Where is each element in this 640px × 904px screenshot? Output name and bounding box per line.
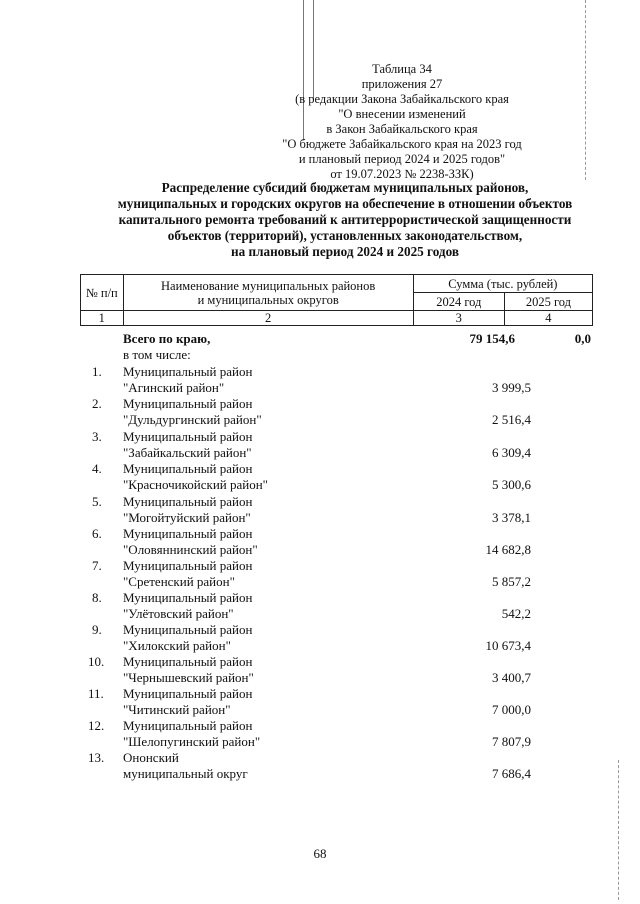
header-line: и плановый период 2024 и 2025 годов": [298, 152, 506, 166]
row-value-2024: 10 673,4: [485, 638, 531, 653]
row-value-2024: 542,2: [501, 606, 531, 621]
row-name-line2: "Забайкальский район": [123, 445, 252, 460]
row-name-line1: Муниципальный район: [123, 622, 253, 637]
total-label: Всего по краю,: [123, 331, 211, 346]
total-row: [80, 331, 593, 363]
col-2024-header: 2024 год: [413, 293, 504, 311]
row-name-line2: "Дульдургинский район": [123, 412, 262, 427]
scan-line: [585, 0, 586, 180]
col-2025-header: 2025 год: [504, 293, 592, 311]
row-num: 8.: [92, 590, 102, 605]
table-row: [80, 558, 593, 590]
row-name-line2: "Чернышевский район": [123, 670, 254, 685]
col-index: 1: [81, 311, 124, 326]
table-row: [80, 364, 593, 396]
page-number: 68: [313, 846, 327, 861]
row-value-2024: 14 682,8: [485, 542, 531, 557]
row-num: 5.: [92, 494, 102, 509]
total-2025: 0,0: [574, 331, 591, 346]
row-name-line1: Муниципальный район: [123, 526, 253, 541]
row-name-line1: Муниципальный район: [123, 429, 253, 444]
row-name-line2: "Читинский район": [123, 702, 231, 717]
row-num: 4.: [92, 461, 102, 476]
row-name-line1: Ононский: [123, 750, 179, 765]
scan-line: [618, 760, 619, 900]
row-name-line1: Муниципальный район: [123, 718, 253, 733]
row-name-line1: Муниципальный район: [123, 364, 253, 379]
row-name-line1: Муниципальный район: [123, 686, 253, 701]
col-name-header: [123, 275, 413, 311]
row-value-2024: 2 516,4: [492, 412, 531, 427]
row-name-line2: "Агинский район": [123, 380, 225, 395]
table-row: [80, 622, 593, 654]
row-num: 10.: [88, 654, 105, 669]
row-num: 11.: [88, 686, 104, 701]
table-row: [80, 494, 593, 526]
header-line: от 19.07.2023 № 2238-ЗЗК): [330, 167, 474, 181]
table-row: [80, 396, 593, 428]
row-name-line2: "Хилокский район": [123, 638, 231, 653]
header-line: "О внесении изменений: [338, 107, 466, 121]
row-name-line2: "Сретенский район": [123, 574, 235, 589]
row-num: 12.: [88, 718, 105, 733]
header-line: (в редакции Закона Забайкальского края: [295, 92, 509, 106]
row-num: 1.: [92, 364, 102, 379]
row-value-2024: 7 000,0: [492, 702, 531, 717]
header-line: приложения 27: [361, 77, 443, 91]
table-row: [80, 429, 593, 461]
total-sublabel: в том числе:: [123, 347, 191, 362]
row-num: 9.: [92, 622, 102, 637]
table-row: [80, 590, 593, 622]
row-name-line1: Муниципальный район: [123, 590, 253, 605]
title-line: объектов (территорий), установленных законодательством,: [167, 228, 523, 243]
title-line: муниципальных и городских округов на обеспечение в отношении объектов: [117, 196, 573, 211]
row-value-2024: 6 309,4: [492, 445, 531, 460]
title-line: Распределение субсидий бюджетам муниципальных районов,: [161, 180, 529, 195]
row-name-line2: муниципальный округ: [123, 766, 248, 781]
header-line: "О бюджете Забайкальского края на 2023 год: [282, 137, 522, 151]
table-row: [80, 686, 593, 718]
row-num: 7.: [92, 558, 102, 573]
table-row: [80, 461, 593, 493]
row-name-line2: "Могойтуйский район": [123, 510, 251, 525]
row-value-2024: 3 400,7: [492, 670, 531, 685]
row-num: 3.: [92, 429, 102, 444]
row-value-2024: 3 999,5: [492, 380, 531, 395]
row-name-line1: Муниципальный район: [123, 654, 253, 669]
row-name-line1: Муниципальный район: [123, 558, 253, 573]
col-name-line2: и муниципальных округов: [197, 292, 339, 307]
row-num: 2.: [92, 396, 102, 411]
table-row: [80, 718, 593, 750]
row-num: 13.: [88, 750, 105, 765]
row-name-line2: "Красночикойский район": [123, 477, 268, 492]
row-name-line1: Муниципальный район: [123, 461, 253, 476]
row-name-line2: "Шелопугинский район": [123, 734, 261, 749]
table-row: [80, 526, 593, 558]
row-name-line1: Муниципальный район: [123, 396, 253, 411]
row-num: 6.: [92, 526, 102, 541]
header-line: в Закон Забайкальского края: [326, 122, 478, 136]
col-name-line1: Наименование муниципальных районов: [161, 278, 376, 293]
row-name-line2: "Оловяннинский район": [123, 542, 258, 557]
col-index: 3: [413, 311, 504, 326]
row-value-2024: 5 857,2: [492, 574, 531, 589]
title-line: на плановый период 2024 и 2025 годов: [231, 244, 459, 259]
row-value-2024: 7 807,9: [492, 734, 531, 749]
col-index: 2: [123, 311, 413, 326]
row-name-line1: Муниципальный район: [123, 494, 253, 509]
title-line: капитального ремонта требований к антитеррористической защищенности: [118, 212, 572, 227]
total-2024: 79 154,6: [469, 331, 515, 346]
row-value-2024: 5 300,6: [492, 477, 531, 492]
row-name-line2: "Улётовский район": [123, 606, 234, 621]
col-num-header: № п/п: [81, 275, 124, 311]
row-value-2024: 7 686,4: [492, 766, 531, 781]
col-index: 4: [504, 311, 592, 326]
header-line: Таблица 34: [372, 62, 432, 76]
table-row: [80, 750, 593, 782]
table-row: [80, 654, 593, 686]
col-sum-header: Сумма (тыс. рублей): [413, 275, 592, 293]
table-header: [80, 274, 593, 326]
row-value-2024: 3 378,1: [492, 510, 531, 525]
